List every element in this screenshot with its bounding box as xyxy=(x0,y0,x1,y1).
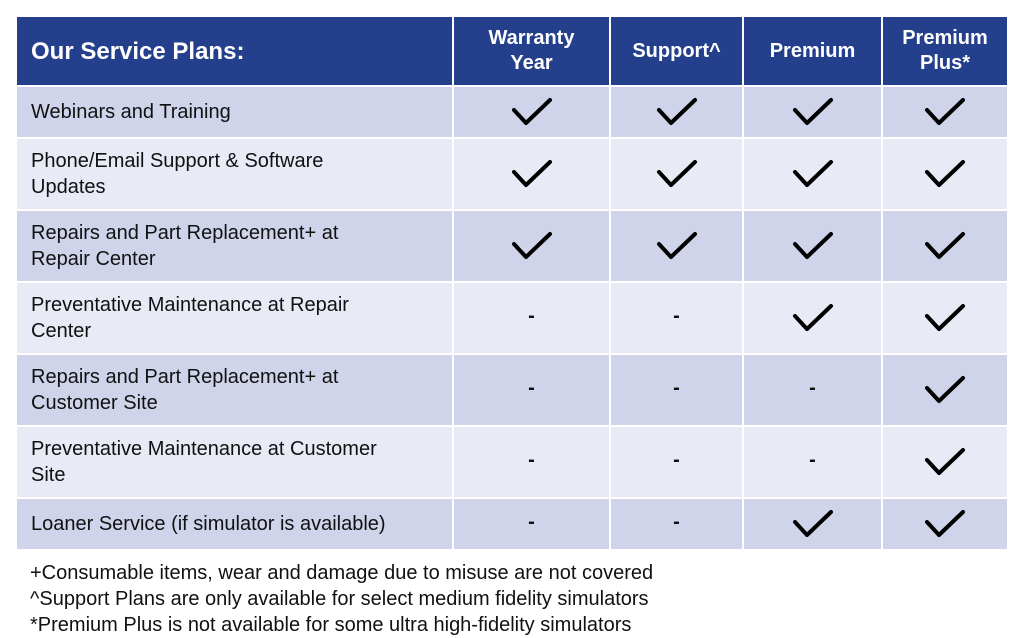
dash-mark: - xyxy=(528,511,535,533)
plan-cell xyxy=(453,86,610,138)
plan-cell xyxy=(610,210,743,282)
header-row xyxy=(16,16,1008,86)
table-row xyxy=(16,86,1008,138)
check-icon xyxy=(656,96,698,128)
check-icon xyxy=(792,158,834,190)
feature-label-line: Loaner Service (if simulator is available) xyxy=(31,513,386,535)
dash-mark: - xyxy=(528,305,535,327)
dash-mark: - xyxy=(528,377,535,399)
column-header-support xyxy=(610,16,743,86)
check-icon xyxy=(924,158,966,190)
check-icon xyxy=(792,96,834,128)
plan-cell xyxy=(453,498,610,550)
feature-label-line: Repairs and Part Replacement+ at xyxy=(31,222,339,244)
table-row xyxy=(16,426,1008,498)
column-header-premium-plus xyxy=(882,16,1008,86)
feature-label-line: Customer Site xyxy=(31,392,158,414)
feature-label-line: Site xyxy=(31,464,66,486)
plan-cell xyxy=(453,426,610,498)
plan-cell xyxy=(743,86,882,138)
check-icon xyxy=(924,302,966,334)
column-header-line: Premium xyxy=(769,39,856,62)
plan-cell xyxy=(882,138,1008,210)
column-header-premium xyxy=(743,16,882,86)
column-header-line: Year xyxy=(510,52,553,74)
plan-cell xyxy=(882,498,1008,550)
check-icon xyxy=(792,508,834,540)
feature-label xyxy=(16,498,453,550)
dash-mark: - xyxy=(528,449,535,471)
feature-label-line: Preventative Maintenance at Customer xyxy=(31,438,377,460)
feature-label xyxy=(16,210,453,282)
check-icon xyxy=(924,446,966,478)
column-header-line: Support^ xyxy=(632,39,721,62)
check-icon xyxy=(792,230,834,262)
plan-cell xyxy=(743,138,882,210)
check-icon xyxy=(656,158,698,190)
plan-cell xyxy=(610,282,743,354)
feature-label-line: Repair Center xyxy=(31,248,156,270)
check-icon xyxy=(511,158,553,190)
feature-label xyxy=(16,426,453,498)
plan-cell xyxy=(610,138,743,210)
dash-mark: - xyxy=(673,511,680,533)
plan-cell xyxy=(610,498,743,550)
plan-cell xyxy=(453,354,610,426)
feature-label-line: Preventative Maintenance at Repair xyxy=(31,294,349,316)
column-header-line: Warranty xyxy=(488,27,575,49)
plan-cell xyxy=(882,282,1008,354)
plan-cell xyxy=(453,138,610,210)
plan-cell xyxy=(453,210,610,282)
check-icon xyxy=(656,230,698,262)
table-row xyxy=(16,498,1008,550)
footnote-premium-plus: *Premium Plus is not available for some ultra high-fidelity simulators xyxy=(30,614,632,636)
plan-cell xyxy=(743,282,882,354)
feature-label-line: Repairs and Part Replacement+ at xyxy=(31,366,339,388)
feature-label-line: Center xyxy=(31,320,92,342)
feature-label xyxy=(16,86,453,138)
dash-mark: - xyxy=(673,449,680,471)
check-icon xyxy=(924,96,966,128)
table-row xyxy=(16,282,1008,354)
dash-mark: - xyxy=(673,377,680,399)
footnote-consumables: +Consumable items, wear and damage due to misuse are not covered xyxy=(30,562,654,584)
table-title: Our Service Plans: xyxy=(16,16,453,86)
plan-cell xyxy=(743,498,882,550)
plan-cell xyxy=(882,210,1008,282)
check-icon xyxy=(511,96,553,128)
footnote-support-plans: ^Support Plans are only available for select medium fidelity simulators xyxy=(30,588,649,610)
plan-cell xyxy=(743,354,882,426)
feature-label xyxy=(16,354,453,426)
plan-cell xyxy=(610,86,743,138)
check-icon xyxy=(924,508,966,540)
dash-mark: - xyxy=(809,377,816,399)
feature-label-line: Phone/Email Support & Software xyxy=(31,150,324,172)
feature-label-line: Updates xyxy=(31,176,106,198)
plan-cell xyxy=(610,354,743,426)
check-icon xyxy=(924,230,966,262)
dash-mark: - xyxy=(809,449,816,471)
plan-cell xyxy=(453,282,610,354)
plan-cell xyxy=(882,426,1008,498)
footnotes xyxy=(30,560,653,638)
check-icon xyxy=(792,302,834,334)
check-icon xyxy=(511,230,553,262)
dash-mark: - xyxy=(673,305,680,327)
feature-label xyxy=(16,282,453,354)
feature-label-line: Webinars and Training xyxy=(31,101,231,123)
table-header xyxy=(16,16,1008,86)
column-header-warranty-year xyxy=(453,16,610,86)
table-row xyxy=(16,138,1008,210)
plan-cell xyxy=(882,354,1008,426)
plan-cell xyxy=(882,86,1008,138)
feature-label xyxy=(16,138,453,210)
table-row xyxy=(16,354,1008,426)
table-body xyxy=(16,86,1008,550)
check-icon xyxy=(924,374,966,406)
column-header-line: Premium xyxy=(902,27,988,49)
plan-cell xyxy=(743,210,882,282)
table-row xyxy=(16,210,1008,282)
plan-cell xyxy=(610,426,743,498)
plan-cell xyxy=(743,426,882,498)
column-header-line: Plus* xyxy=(919,52,971,74)
service-plans-table xyxy=(15,15,1009,551)
